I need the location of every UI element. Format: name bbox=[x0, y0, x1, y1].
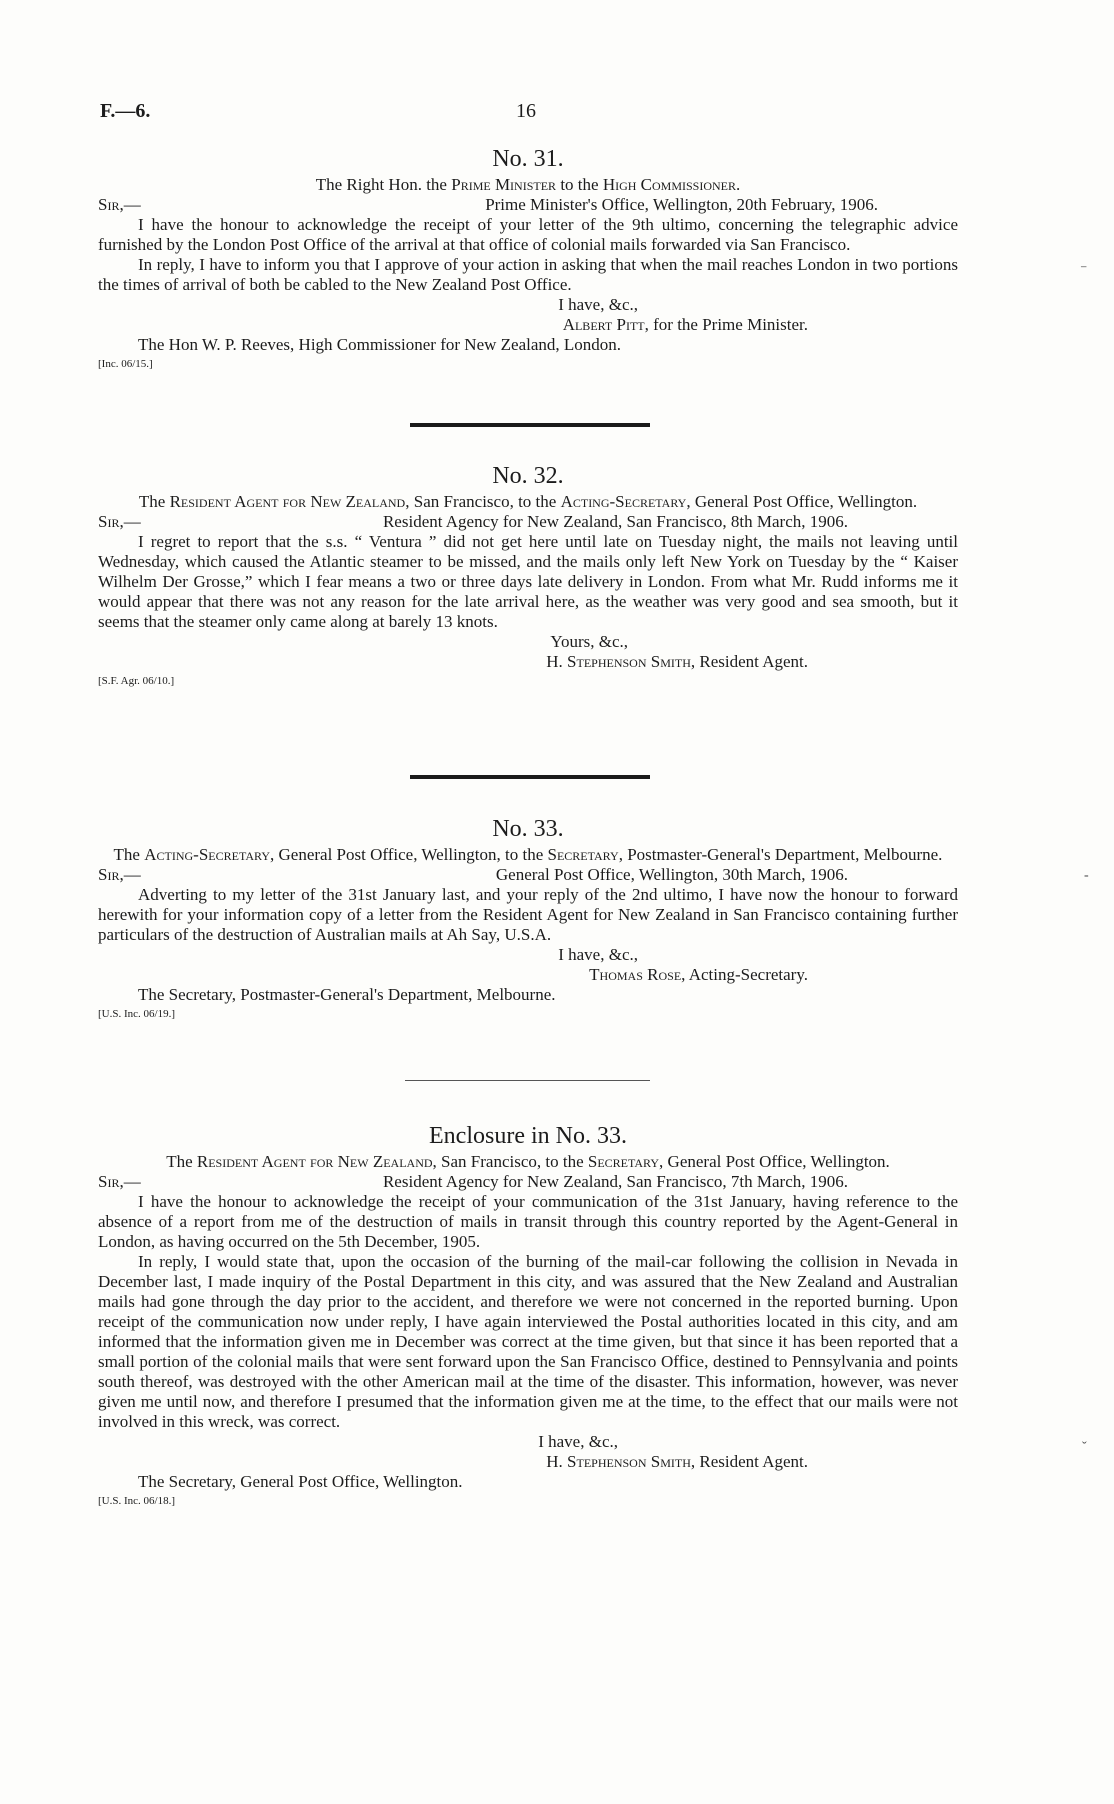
section-divider bbox=[405, 1080, 650, 1081]
dateline bbox=[98, 1172, 958, 1192]
reference: [S.F. Agr. 06/10.] bbox=[98, 675, 175, 687]
addressee: The Hon W. P. Reeves, High Commissioner for New Zealand, London. bbox=[138, 335, 622, 354]
closing: I have, &c., bbox=[558, 295, 638, 314]
salutation: Sir,— bbox=[98, 1172, 141, 1191]
reference: [U.S. Inc. 06/19.] bbox=[98, 1008, 175, 1020]
salutation: Sir,— bbox=[98, 865, 141, 884]
date: Resident Agency for New Zealand, San Francisco, 7th March, 1906. bbox=[382, 1172, 848, 1191]
letter-no-32 bbox=[98, 462, 958, 688]
closing: I have, &c., bbox=[538, 1432, 618, 1451]
date: General Post Office, Wellington, 30th March, 1906. bbox=[495, 865, 848, 884]
date: Prime Minister's Office, Wellington, 20th February, 1906. bbox=[485, 195, 878, 214]
scan-mark: ⁻ bbox=[1080, 263, 1088, 278]
paragraph: Adverting to my letter of the 31st January last, and your reply of the 2nd ultimo, I have now the honour to forward herewith for your information copy of a letter from the Resident Agent for New Zealand in San Francisco containing further particulars of the destruction of Australian mails at Ah Say, U.S.A. bbox=[98, 885, 958, 944]
dateline bbox=[98, 512, 958, 532]
letter-no-33 bbox=[98, 815, 958, 1021]
enclosure-in-no-33 bbox=[98, 1122, 958, 1508]
paragraph: I have the honour to acknowledge the receipt of your letter of the 9th ultimo, concerning the telegraphic advice furnished by the London Post Office of the arrival at that office of colonial mails forwarded via San Francisco. bbox=[98, 215, 958, 254]
letter-address: The Resident Agent for New Zealand, San Francisco, to the Acting-Secretary, General Post Office, Wellington. bbox=[138, 492, 918, 511]
addressee: The Secretary, Postmaster-General's Department, Melbourne. bbox=[138, 985, 556, 1004]
paragraph: I regret to report that the s.s. “ Ventura ” did not get here until late on Tuesday night, the mails not leaving until Wednesday, which caused the Atlantic steamer to be missed, and the mails only left New York on Tuesday by the “ Kaiser Wilhelm Der Grosse,” which I fear means a two or three days late delivery in London. From what Mr. Rudd informs me it would appear that there was not any reason for the late arrival here, as the weather was very good and sea smooth, but it seems that the steamer only came along at barely 13 knots. bbox=[98, 532, 958, 631]
letter-address: The Resident Agent for New Zealand, San Francisco, to the Secretary, General Post Office, Wellington. bbox=[166, 1152, 890, 1171]
letter-title: Enclosure in No. 33. bbox=[429, 1123, 627, 1149]
letter-no-31 bbox=[98, 145, 958, 371]
addressee: The Secretary, General Post Office, Wellington. bbox=[138, 1472, 463, 1491]
paragraph: In reply, I have to inform you that I approve of your action in asking that when the mail reaches London in two portions the times of arrival of both be cabled to the New Zealand Post Office. bbox=[98, 255, 958, 294]
scan-mark: ˇ bbox=[1082, 1440, 1087, 1455]
section-divider bbox=[410, 775, 650, 779]
scan-mark: - bbox=[1084, 868, 1089, 883]
signature: H. Stephenson Smith, Resident Agent. bbox=[546, 1452, 808, 1471]
closing: I have, &c., bbox=[558, 945, 638, 964]
reference: [U.S. Inc. 06/18.] bbox=[98, 1495, 175, 1507]
letter-address: The Right Hon. the Prime Minister to the High Commissioner. bbox=[315, 175, 741, 194]
letter-title: No. 32. bbox=[492, 463, 564, 489]
date: Resident Agency for New Zealand, San Francisco, 8th March, 1906. bbox=[382, 512, 848, 531]
letter-title: No. 33. bbox=[492, 816, 564, 842]
paragraph: In reply, I would state that, upon the occasion of the burning of the mail-car following the collision in Nevada in December last, I made inquiry of the Postal Department in this city, and was assured that the New Zealand and Australian mails had gone through the day prior to the accident, and therefore we were not concerned in the reported burning. Upon receipt of the communication now under reply, I have again interviewed the Postal authorities located in this city, and am informed that the information given me in December was correct at the time given, but that since it has been reported that a small portion of the colonial mails that were sent forward upon the San Francisco Office, destined to Pennsylvania and points south thereof, was destroyed with the other American mail at the time of the disaster. This information, however, was never given me until now, and therefore I presumed that the information given me at the time, to the effect that our mails were not involved in this wreck, was correct. bbox=[98, 1252, 958, 1431]
dateline bbox=[98, 195, 958, 215]
salutation: Sir,— bbox=[98, 195, 141, 214]
salutation: Sir,— bbox=[98, 512, 141, 531]
dateline bbox=[98, 865, 958, 885]
page-number: 16 bbox=[516, 100, 536, 122]
paragraph: I have the honour to acknowledge the receipt of your communication of the 31st January, having reference to the absence of a report from me of the destruction of mails in transit through this country reported by the Agent-General in London, as having occurred on the 5th December, 1905. bbox=[98, 1192, 958, 1251]
parliamentary-paper-ref: F.—6. bbox=[100, 100, 151, 122]
signature: H. Stephenson Smith, Resident Agent. bbox=[546, 652, 808, 671]
section-divider bbox=[410, 423, 650, 427]
signature: Albert Pitt, for the Prime Minister. bbox=[562, 315, 808, 334]
signature: Thomas Rose, Acting-Secretary. bbox=[589, 965, 808, 984]
closing: Yours, &c., bbox=[550, 632, 628, 651]
reference: [Inc. 06/15.] bbox=[98, 358, 153, 370]
letter-title: No. 31. bbox=[492, 146, 564, 172]
letter-address: The Acting-Secretary, General Post Office, Wellington, to the Secretary, Postmaster-General's Department, Melbourne. bbox=[113, 845, 943, 864]
